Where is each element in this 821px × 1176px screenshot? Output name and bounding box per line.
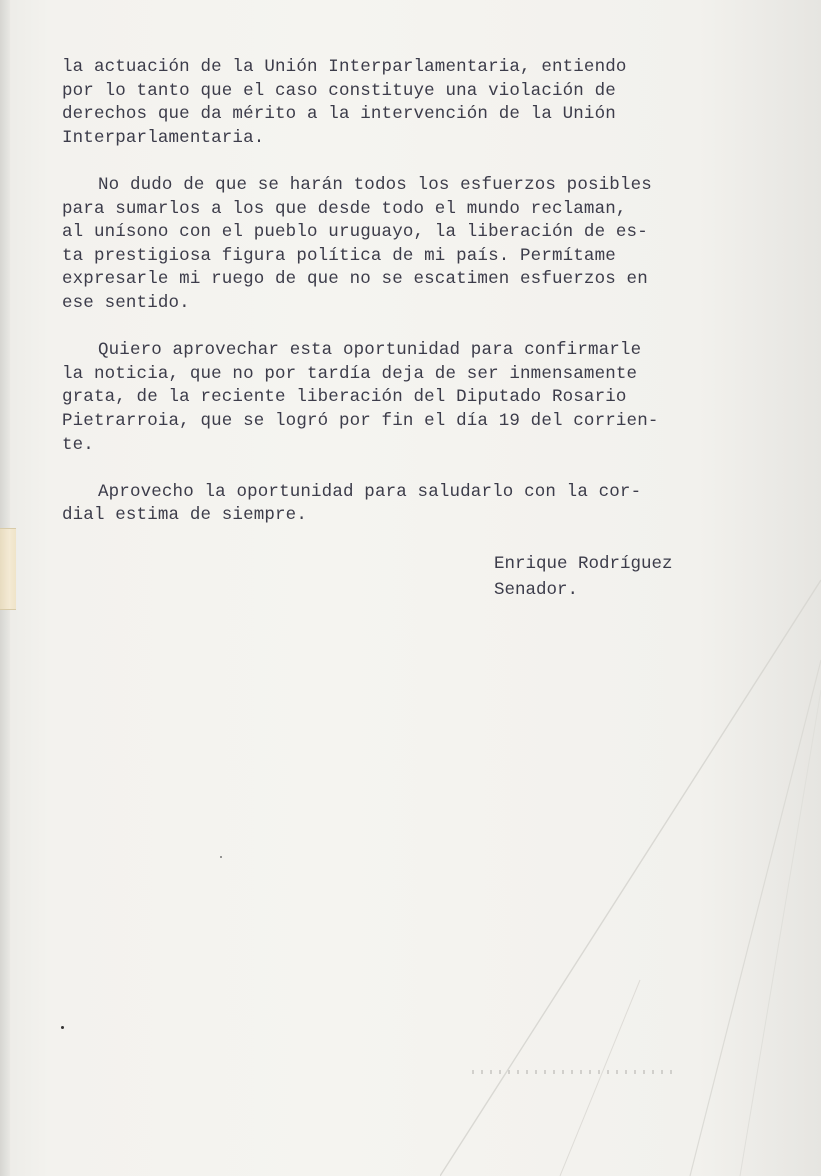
text-line: Pietrarroia, que se logró por fin el día 19 del corrien- (62, 410, 659, 431)
signature-name: Enrique Rodríguez (494, 554, 673, 574)
signature-block (494, 551, 673, 603)
paper-crease (440, 560, 821, 1176)
text-line: por lo tanto que el caso constituye una violación de (62, 80, 616, 101)
text-line: al unísono con el pueblo uruguayo, la liberación de es- (62, 222, 648, 243)
letter-body (62, 56, 762, 551)
text-line: te. (62, 434, 94, 455)
text-line: para sumarlos a los que desde todo el mundo reclaman, (62, 198, 627, 219)
paragraph-3 (62, 339, 762, 457)
text-line: Quiero aprovechar esta oportunidad para confirmarle (98, 340, 642, 361)
text-line: Interparlamentaria. (62, 127, 265, 148)
text-line: ta prestigiosa figura política de mi país. Permítame (62, 245, 616, 266)
text-line: Aprovecho la oportunidad para saludarlo con la cor- (98, 481, 642, 502)
text-line: derechos que da mérito a la intervención de la Unión (62, 104, 616, 125)
paragraph-2 (62, 174, 762, 316)
text-line: expresarle mi ruego de que no se escatimen esfuerzos en (62, 269, 648, 290)
text-line: ese sentido. (62, 292, 190, 313)
ink-speck (61, 1026, 64, 1029)
faint-marks (472, 1070, 672, 1074)
signature-title: Senador. (494, 580, 579, 600)
text-line: grata, de la reciente liberación del Diputado Rosario (62, 387, 627, 408)
ink-speck (220, 856, 222, 858)
text-line: la actuación de la Unión Interparlamentaria, entiendo (62, 57, 627, 77)
tape-strip (0, 528, 16, 610)
paragraph-1 (62, 56, 762, 150)
text-line: No dudo de que se harán todos los esfuerzos posibles (98, 174, 652, 195)
text-line: la noticia, que no por tardía deja de ser inmensamente (62, 363, 638, 384)
paragraph-4 (62, 481, 762, 528)
text-line: dial estima de siempre. (62, 505, 307, 526)
